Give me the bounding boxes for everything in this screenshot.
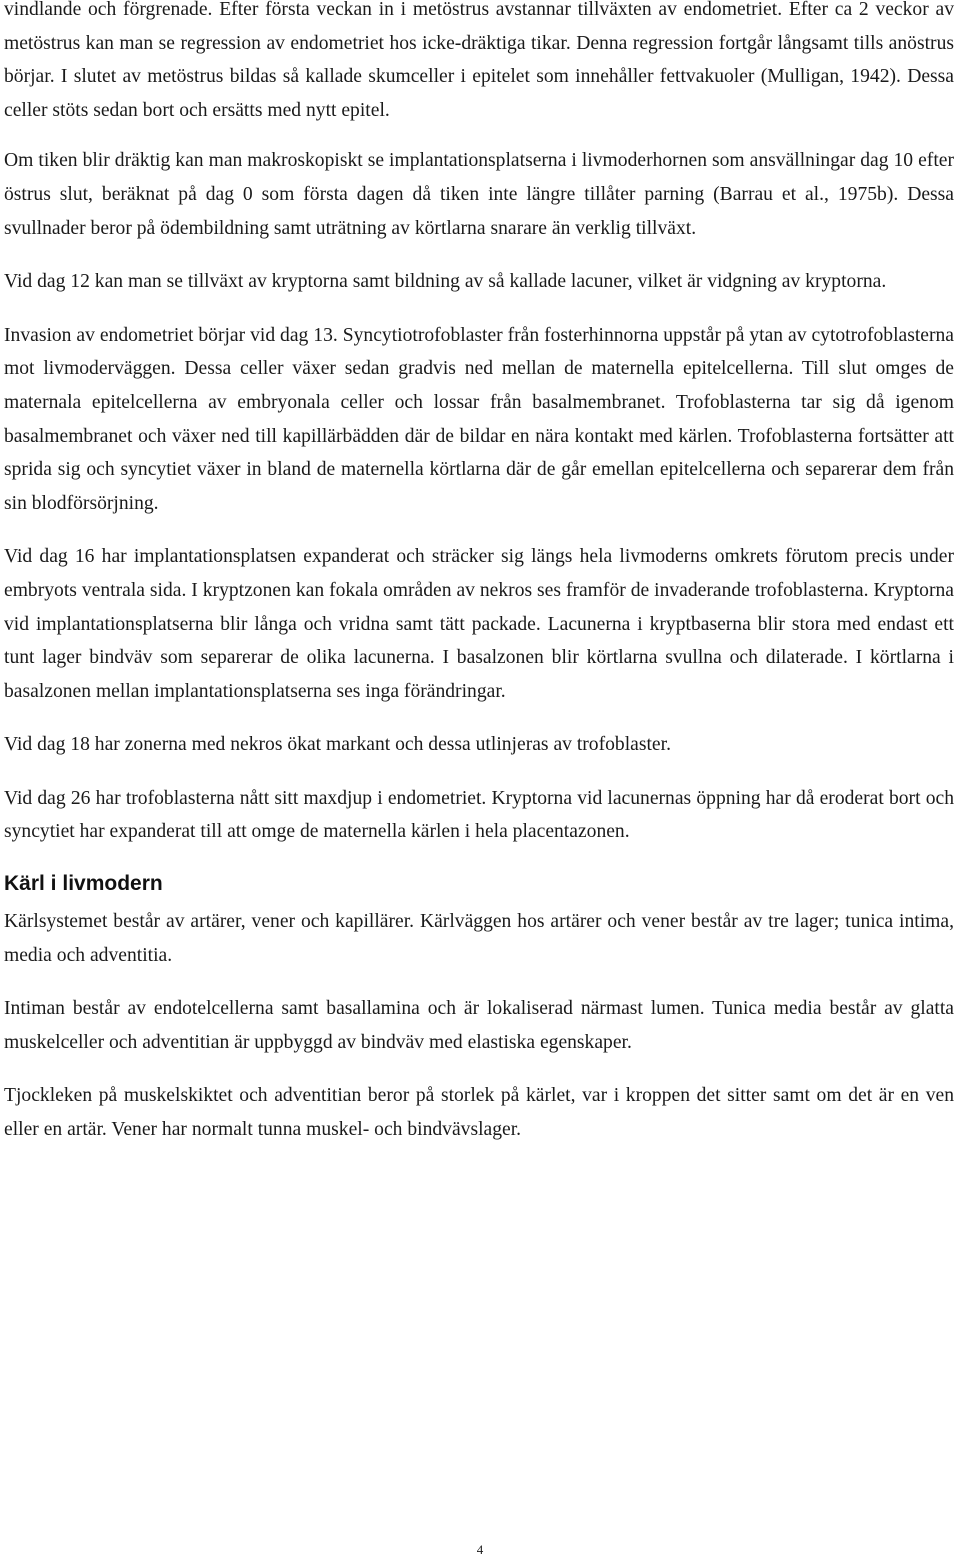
paragraph-intima-media: Intiman består av endotelcellerna samt basallamina och är lokaliserad närmast lumen. Tunica media består av glatta muskelceller och adventitian är uppbyggd av bindväv med elastiska egenskaper. — [4, 998, 954, 1053]
paragraph-muscle-thickness: Tjockleken på muskelskiktet och adventitian beror på storlek på kärlet, var i kroppen det sitter samt om det är en ven eller en artär. Vener har normalt tunna muskel- och bindvävslager. — [4, 1085, 954, 1141]
paragraph-metostrus-regression: vindlande och förgrenade. Efter första veckan in i metöstrus avstannar tillväxten av endometriet. Efter ca 2 veckor av metöstrus kan man se regression av endometriet hos icke-dräktiga tikar. Denna regression fortgår långsamt tills anöstrus börjar. I slutet av metöstrus bildas så kallade skumceller i epitelet som innehåller fettvakuoler (Mulligan, 1942). Dessa celler stöts sedan bort och ersätts med nytt epitel. — [4, 0, 954, 121]
page-body — [4, 0, 954, 1167]
paragraph-day-18: Vid dag 18 har zonerna med nekros ökat markant och dessa utlinjeras av trofoblaster. — [4, 734, 671, 756]
paragraph-day-26: Vid dag 26 har trofoblasterna nått sitt maxdjup i endometriet. Kryptorna vid lacunernas öppning har då eroderat bort och syncytiet har expanderat till att omge de maternella kärlen i hela placentazonen. — [4, 787, 954, 843]
paragraph-day-16: Vid dag 16 har implantationsplatsen expanderat och sträcker sig längs hela livmoderns omkrets förutom precis under embryots ventrala sida. I kryptzonen kan fokala områden av nekros ses framför de invaderande trofoblasterna. Kryptorna vid implantationsplatserna blir långa och vridna samt tätt packade. Lacunerna i kryptbaserna blir stora med endast ett tunt lager bindväv som separerar de olika lacunerna. I basalzonen blir körtlarna svullna och dilaterade. I körtlarna i basalzonen mellan implantationsplatserna ses inga förändringar. — [4, 546, 954, 702]
paragraph-vessel-layers: Kärlsystemet består av artärer, vener och kapillärer. Kärlväggen hos artärer och vener består av tre lager; tunica intima, media och adventitia. — [4, 911, 954, 966]
page-number: 4 — [476, 1542, 484, 1557]
paragraph-invasion: Invasion av endometriet börjar vid dag 13. Syncytiotrofoblaster från fosterhinnorna uppstår på ytan av cytotrofoblasterna mot livmoderväggen. Dessa celler växer sedan gradvis ned mellan de maternella epitelcellerna. Till slut omges de maternala epitelcellerna av embryonala celler och lossar från basalmembranet. Trofoblasterna tar sig då igenom basalmembranet och växer ned till kapillärbädden där de bildar en nära kontakt med kärlen. Trofoblasterna fortsätter att sprida sig och syncytiet växer in bland de maternella körtlarna där de går emellan epitelcellerna och separerar dem från sin blodförsörjning. — [4, 324, 954, 514]
section-heading: Kärl i livmodern — [4, 872, 163, 896]
paragraph-implantation-sites: Om tiken blir dräktig kan man makroskopiskt se implantationsplatserna i livmoderhornen som ansvällningar dag 10 efter östrus slut, beräknat på dag 0 som första dagen då tiken inte längre tillåter parning (Barrau et al., 1975b). Dessa svullnader beror på ödembildning samt uträtning av körtlarna snarare än verklig tillväxt. — [4, 150, 954, 239]
paragraph-day-12: Vid dag 12 kan man se tillväxt av kryptorna samt bildning av så kallade lacuner, vilket är vidgning av kryptorna. — [4, 271, 887, 293]
